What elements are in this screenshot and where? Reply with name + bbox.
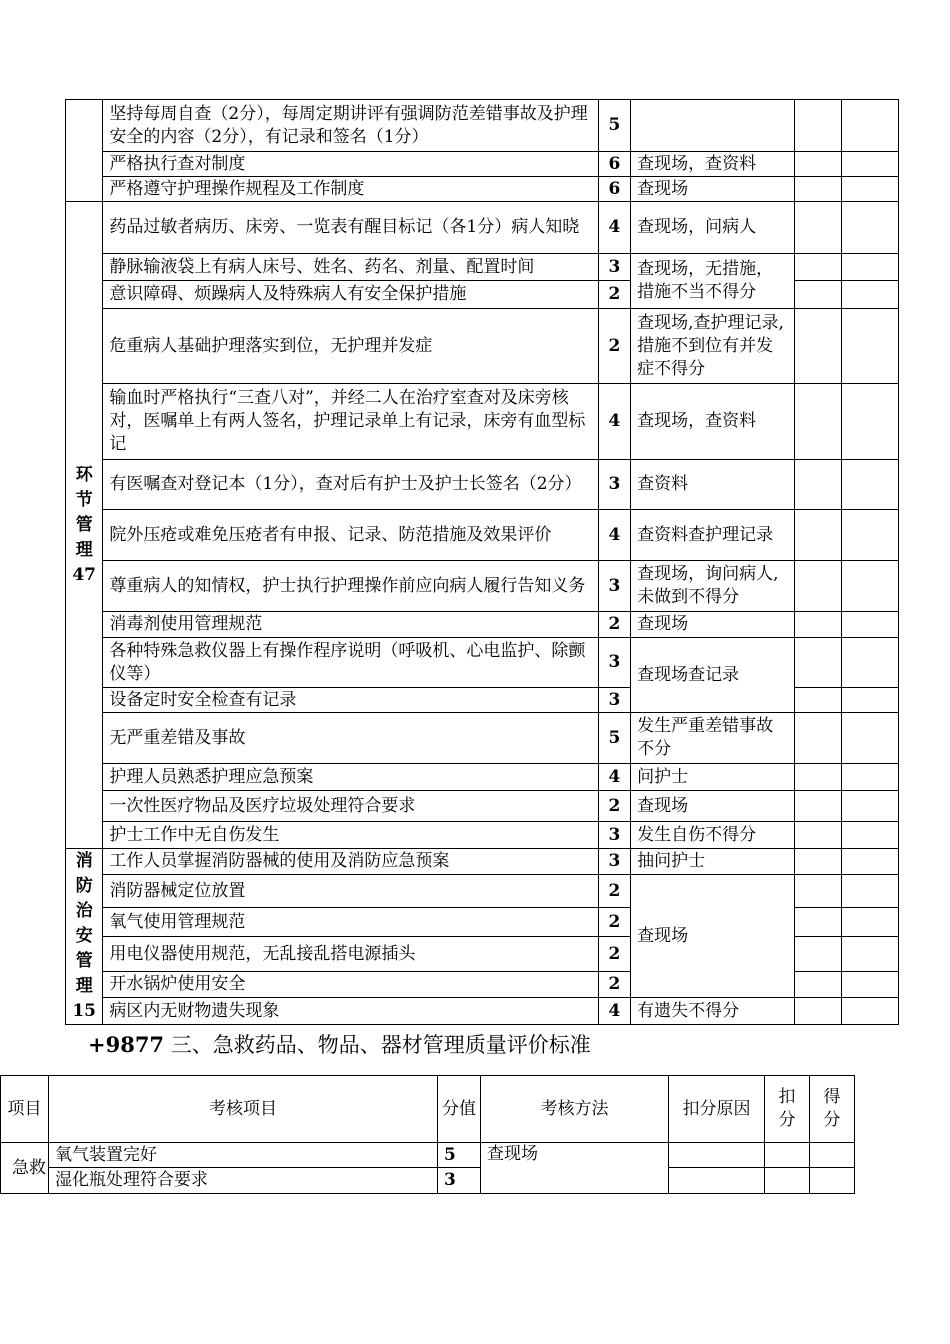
item-cell: 一次性医疗物品及医疗垃圾处理符合要求 [103,791,598,822]
score-cell: 3 [598,561,630,612]
item-cell: 氧气使用管理规范 [103,908,598,937]
method-cell: 抽问护士 [631,849,795,875]
item-cell: 坚持每周自查（2分），每周定期讲评有强调防范差错事故及护理安全的内容（2分），有记录和签名（1分） [103,100,598,152]
category-label: 消防治安管理15 [72,851,97,1021]
score-cell: 2 [598,791,630,822]
get-cell [842,908,899,937]
deduct-cell [794,937,842,972]
table-row [66,638,899,688]
deduct-cell [794,281,842,309]
method-cell: 发生严重差错事故不分 [631,713,795,764]
table-row [66,100,899,152]
item-cell: 院外压疮或难免压疮者有申报、记录、防范措施及效果评价 [103,510,598,561]
score-cell: 6 [598,152,630,177]
get-cell [842,254,899,281]
score-cell: 5 [598,100,630,152]
get-cell [842,822,899,849]
table-row [1,1168,855,1194]
item-cell: 消防器械定位放置 [103,875,598,908]
deduct-cell [794,100,842,152]
get-cell [842,849,899,875]
score-cell: 2 [598,908,630,937]
table-row [66,791,899,822]
item-cell: 严格执行查对制度 [103,152,598,177]
header-row [1,1076,855,1143]
table-row [66,202,899,254]
get-cell [842,510,899,561]
score-cell: 2 [598,612,630,638]
score-cell: 3 [598,460,630,510]
score-cell: 4 [598,998,630,1025]
get-cell [842,384,899,460]
table-row [66,309,899,384]
table-row [66,849,899,875]
score-cell: 3 [598,688,630,713]
deduct-cell [794,384,842,460]
category-label: 环节管理47 [72,464,97,585]
deduct-cell [794,177,842,202]
score-cell: 4 [598,202,630,254]
deduct-cell [794,309,842,384]
score-cell: 4 [598,384,630,460]
score-cell: 2 [598,937,630,972]
score-cell: 6 [598,177,630,202]
get-cell [842,713,899,764]
category-cell: 急救 [1,1143,49,1194]
deduct-cell [794,822,842,849]
deduct-cell [794,849,842,875]
reason-cell [669,1168,765,1194]
deduct-cell [794,875,842,908]
get-cell [842,202,899,254]
table-row [66,384,899,460]
score-cell: 4 [598,764,630,791]
score-cell: 2 [598,309,630,384]
method-cell: 查现场，询问病人,未做到不得分 [631,561,795,612]
get-cell [810,1143,855,1168]
deduct-cell [794,688,842,713]
method-cell: 查现场 [631,612,795,638]
item-cell: 护理人员熟悉护理应急预案 [103,764,598,791]
header-get: 得分 [810,1076,855,1143]
get-cell [842,688,899,713]
get-cell [842,100,899,152]
item-cell: 严格遵守护理操作规程及工作制度 [103,177,598,202]
score-cell: 5 [598,713,630,764]
deduct-cell [794,791,842,822]
method-cell: 查现场,查护理记录,措施不到位有并发症不得分 [631,309,795,384]
item-cell: 输血时严格执行“三查八对”，并经二人在治疗室查对及床旁核对，医嘱单上有两人签名，护理记录单上有记录，床旁有血型标记 [103,384,598,460]
item-cell: 设备定时安全检查有记录 [103,688,598,713]
method-cell: 查现场 [631,791,795,822]
method-cell [631,100,795,152]
table-row [1,1143,855,1168]
item-cell: 无严重差错及事故 [103,713,598,764]
deduct-cell [794,764,842,791]
item-cell: 氧气装置完好 [49,1143,438,1168]
deduct-cell [794,460,842,510]
header-method: 考核方法 [481,1076,669,1143]
get-cell [842,152,899,177]
category-cell [66,202,103,849]
item-cell: 工作人员掌握消防器械的使用及消防应急预案 [103,849,598,875]
get-cell [842,177,899,202]
get-cell [842,972,899,998]
table-row [66,998,899,1025]
deduct-cell [765,1168,810,1194]
deduct-cell [794,202,842,254]
item-cell: 有医嘱查对登记本（1分），查对后有护士及护士长签名（2分） [103,460,598,510]
score-cell: 3 [598,254,630,281]
table-row [66,510,899,561]
item-cell: 药品过敏者病历、床旁、一览表有醒目标记（各1分）病人知晓 [103,202,598,254]
method-cell: 查资料查护理记录 [631,510,795,561]
method-cell: 发生自伤不得分 [631,822,795,849]
deduct-cell [794,612,842,638]
score-cell: 2 [598,875,630,908]
method-cell: 查现场，查资料 [631,152,795,177]
get-cell [842,460,899,510]
deduct-cell [794,638,842,688]
deduct-cell [794,510,842,561]
score-cell: 2 [598,972,630,998]
item-cell: 用电仪器使用规范，无乱接乱搭电源插头 [103,937,598,972]
section-heading [88,1030,591,1060]
table-row [66,460,899,510]
deduct-cell [794,561,842,612]
deduct-cell [794,998,842,1025]
heading-prefix: +9877 [88,1032,165,1057]
get-cell [842,937,899,972]
score-cell: 3 [438,1168,481,1194]
get-cell [842,612,899,638]
table-row [66,822,899,849]
table-row [66,612,899,638]
score-cell: 5 [438,1143,481,1168]
get-cell [842,791,899,822]
deduct-cell [765,1143,810,1168]
table-row [66,713,899,764]
method-cell: 问护士 [631,764,795,791]
method-cell-merged: 查现场 [481,1143,669,1194]
method-cell: 查资料 [631,460,795,510]
method-cell: 查现场，查资料 [631,384,795,460]
evaluation-table-2 [0,1075,855,1194]
get-cell [842,309,899,384]
get-cell [842,281,899,309]
method-cell-merged: 查现场，无措施，措施不当不得分 [631,254,795,309]
method-cell-merged: 查现场 [631,875,795,998]
table-row [66,764,899,791]
get-cell [842,875,899,908]
deduct-cell [794,908,842,937]
item-cell: 静脉输液袋上有病人床号、姓名、药名、剂量、配置时间 [103,254,598,281]
score-cell: 3 [598,849,630,875]
method-cell: 查现场 [631,177,795,202]
item-cell: 危重病人基础护理落实到位，无护理并发症 [103,309,598,384]
deduct-cell [794,152,842,177]
item-cell: 消毒剂使用管理规范 [103,612,598,638]
deduct-cell [794,713,842,764]
table-row [66,177,899,202]
deduct-cell [794,254,842,281]
deduct-cell [794,972,842,998]
reason-cell [669,1143,765,1168]
score-cell: 3 [598,638,630,688]
get-cell [842,998,899,1025]
table-row [66,875,899,908]
score-cell: 3 [598,822,630,849]
method-cell: 有遗失不得分 [631,998,795,1025]
header-score: 分值 [438,1076,481,1143]
score-cell: 2 [598,281,630,309]
score-cell: 4 [598,510,630,561]
header-project: 项目 [1,1076,49,1143]
category-cell-empty [66,100,103,202]
header-reason: 扣分原因 [669,1076,765,1143]
header-content: 考核项目 [49,1076,438,1143]
item-cell: 各种特殊急救仪器上有操作程序说明（呼吸机、心电监护、除颤仪等） [103,638,598,688]
method-cell-merged: 查现场查记录 [631,638,795,713]
get-cell [810,1168,855,1194]
header-deduct: 扣分 [765,1076,810,1143]
table-row [66,561,899,612]
evaluation-table-1 [65,99,899,1025]
get-cell [842,638,899,688]
table-row [66,152,899,177]
category-cell [66,849,103,1025]
method-cell: 查现场，问病人 [631,202,795,254]
item-cell: 意识障碍、烦躁病人及特殊病人有安全保护措施 [103,281,598,309]
item-cell: 湿化瓶处理符合要求 [49,1168,438,1194]
item-cell: 护士工作中无自伤发生 [103,822,598,849]
get-cell [842,561,899,612]
get-cell [842,764,899,791]
item-cell: 病区内无财物遗失现象 [103,998,598,1025]
heading-text: 三、急救药品、物品、器材管理质量评价标准 [170,1033,591,1057]
item-cell: 尊重病人的知情权，护士执行护理操作前应向病人履行告知义务 [103,561,598,612]
item-cell: 开水锅炉使用安全 [103,972,598,998]
table-row [66,254,899,281]
